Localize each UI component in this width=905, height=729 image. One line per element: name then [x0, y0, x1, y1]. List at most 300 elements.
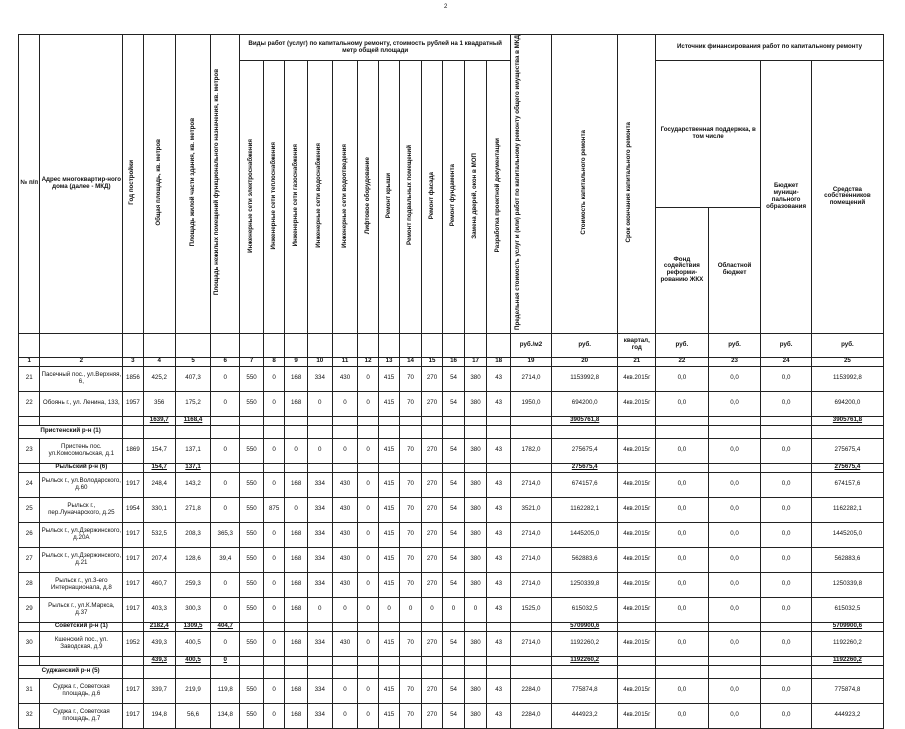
table-cell: 1162282,1 — [551, 497, 618, 522]
table-cell: 407,3 — [175, 366, 210, 391]
column-number: 11 — [332, 357, 358, 366]
table-cell: 1917 — [123, 678, 143, 703]
table-cell: 415 — [378, 547, 399, 572]
table-cell: 403,3 — [143, 597, 175, 622]
table-cell: 415 — [378, 678, 399, 703]
table-cell: 430 — [332, 497, 358, 522]
table-cell — [285, 416, 308, 425]
table-cell: 168 — [285, 366, 308, 391]
table-row — [19, 547, 884, 572]
table-cell — [143, 665, 175, 678]
column-number: 24 — [761, 357, 811, 366]
table-cell: 1917 — [123, 572, 143, 597]
table-cell — [307, 665, 332, 678]
address-cell: Обоянь г., ул. Ленина, 133, — [40, 391, 123, 416]
table-cell: 4кв.2015г — [618, 597, 656, 622]
table-cell: 27 — [19, 547, 40, 572]
table-cell — [487, 665, 511, 678]
table-cell — [511, 656, 552, 665]
table-cell — [19, 463, 40, 472]
table-row — [19, 703, 884, 728]
table-cell — [487, 425, 511, 438]
table-cell — [811, 665, 883, 678]
subtotal-nonliving-area: 404,7 — [211, 622, 240, 631]
address-cell: Пристень пос. ул.Комсомольская, д.1 — [40, 438, 123, 463]
table-cell: 444923,2 — [811, 703, 883, 728]
table-cell — [656, 425, 709, 438]
table-cell: 70 — [400, 366, 421, 391]
table-cell: 248,4 — [143, 472, 175, 497]
table-cell — [618, 416, 656, 425]
table-cell: 168 — [285, 391, 308, 416]
table-cell: 70 — [400, 438, 421, 463]
column-number: 15 — [421, 357, 442, 366]
column-number: 6 — [211, 357, 240, 366]
table-cell: 615032,5 — [811, 597, 883, 622]
table-cell: 54 — [443, 497, 464, 522]
table-cell: 0 — [263, 366, 284, 391]
address-cell: Рыльск г., ул.3-его Интернационала, д.8 — [40, 572, 123, 597]
table-cell: 0,0 — [708, 678, 761, 703]
table-cell: 70 — [400, 391, 421, 416]
table-cell: 270 — [421, 391, 442, 416]
table-cell — [123, 463, 143, 472]
table-cell — [464, 656, 487, 665]
table-cell: 356 — [143, 391, 175, 416]
table-cell — [761, 463, 811, 472]
table-cell: 0,0 — [708, 497, 761, 522]
table-cell — [40, 656, 123, 665]
table-cell: 31 — [19, 678, 40, 703]
table-cell — [332, 425, 358, 438]
table-cell: 1869 — [123, 438, 143, 463]
table-cell — [19, 656, 40, 665]
table-cell: 365,3 — [211, 522, 240, 547]
table-cell: 70 — [400, 631, 421, 656]
table-cell: 0,0 — [656, 597, 709, 622]
table-cell — [285, 656, 308, 665]
table-cell: 70 — [400, 497, 421, 522]
table-cell — [443, 656, 464, 665]
table-cell: 175,2 — [175, 391, 210, 416]
table-cell: 0 — [211, 497, 240, 522]
table-cell: 21 — [19, 366, 40, 391]
header-work-2: Инженерные сети теплоснабжения — [269, 141, 277, 250]
table-cell: 168 — [285, 572, 308, 597]
table-cell: 2284,0 — [511, 703, 552, 728]
subtotal-living-area: 1309,5 — [175, 622, 210, 631]
table-cell — [285, 463, 308, 472]
table-cell: 25 — [19, 497, 40, 522]
table-cell — [761, 656, 811, 665]
subtotal-nonliving-area: 0 — [211, 656, 240, 665]
table-row — [19, 366, 884, 391]
table-cell: 460,7 — [143, 572, 175, 597]
table-cell — [618, 463, 656, 472]
table-cell: 0,0 — [761, 366, 811, 391]
table-cell: 0,0 — [708, 703, 761, 728]
column-number: 13 — [378, 357, 399, 366]
table-cell: 0,0 — [761, 631, 811, 656]
table-cell: 334 — [307, 472, 332, 497]
table-cell: 4кв.2015г — [618, 703, 656, 728]
table-cell: 1445205,0 — [551, 522, 618, 547]
table-cell — [443, 665, 464, 678]
table-cell: 70 — [400, 678, 421, 703]
subtotal-living-area: 1168,4 — [175, 416, 210, 425]
table-cell: 143,2 — [175, 472, 210, 497]
table-cell — [263, 622, 284, 631]
table-cell: 0 — [285, 438, 308, 463]
subtotal-owners: 3905761,8 — [811, 416, 883, 425]
subtotal-row — [19, 622, 884, 631]
table-cell: 339,7 — [143, 678, 175, 703]
table-cell: 0 — [307, 438, 332, 463]
header-num: № п/п — [19, 35, 40, 334]
column-number: 7 — [240, 357, 264, 366]
table-cell: 0 — [358, 391, 378, 416]
table-cell: 54 — [443, 572, 464, 597]
address-cell: Пасечный пос., ул.Верхняя, 6, — [40, 366, 123, 391]
table-cell — [378, 665, 399, 678]
table-cell: 168 — [285, 472, 308, 497]
table-cell: 270 — [421, 472, 442, 497]
table-cell: 694200,0 — [551, 391, 618, 416]
table-cell — [378, 656, 399, 665]
column-number: 20 — [551, 357, 618, 366]
table-cell: 334 — [307, 631, 332, 656]
subtotal-owners: 1192260,2 — [811, 656, 883, 665]
table-cell: 168 — [285, 678, 308, 703]
table-cell: 4кв.2015г — [618, 438, 656, 463]
table-cell — [358, 656, 378, 665]
table-cell: 415 — [378, 522, 399, 547]
table-cell: 0,0 — [656, 391, 709, 416]
table-cell: 0,0 — [761, 391, 811, 416]
table-cell — [443, 463, 464, 472]
table-cell: 1856 — [123, 366, 143, 391]
table-cell: 444923,2 — [551, 703, 618, 728]
table-cell: 0 — [332, 597, 358, 622]
table-cell: 430 — [332, 472, 358, 497]
table-cell: 775874,8 — [811, 678, 883, 703]
table-cell — [358, 665, 378, 678]
table-cell: 4кв.2015г — [618, 497, 656, 522]
header-funding-group: Источник финансирования работ по капитальному ремонту — [656, 35, 884, 61]
table-cell — [240, 463, 264, 472]
table-cell: 380 — [464, 366, 487, 391]
table-cell — [421, 622, 442, 631]
table-row — [19, 572, 884, 597]
table-cell: 425,2 — [143, 366, 175, 391]
table-cell — [378, 622, 399, 631]
table-cell — [240, 622, 264, 631]
table-cell: 400,5 — [175, 631, 210, 656]
table-cell — [551, 425, 618, 438]
table-cell — [123, 425, 143, 438]
table-cell: 0,0 — [656, 438, 709, 463]
table-cell: 4кв.2015г — [618, 631, 656, 656]
table-cell: 334 — [307, 366, 332, 391]
table-cell: 0 — [358, 572, 378, 597]
subtotal-row — [19, 463, 884, 472]
table-cell: 0 — [358, 597, 378, 622]
table-cell: 415 — [378, 391, 399, 416]
table-cell — [400, 665, 421, 678]
table-cell: 1917 — [123, 522, 143, 547]
header-work-12: Разработка проектной документации — [494, 138, 502, 253]
table-cell: 415 — [378, 703, 399, 728]
table-cell — [285, 425, 308, 438]
header-living-area: Площадь жилой части здания, кв. метров — [188, 118, 196, 247]
table-cell: 0,0 — [761, 703, 811, 728]
table-cell: 270 — [421, 366, 442, 391]
table-cell: 4кв.2015г — [618, 472, 656, 497]
table-cell: 380 — [464, 678, 487, 703]
table-cell: 2714,0 — [511, 522, 552, 547]
table-cell — [19, 416, 40, 425]
table-cell — [332, 622, 358, 631]
table-cell: 674157,6 — [811, 472, 883, 497]
table-cell: 0,0 — [761, 572, 811, 597]
table-cell: 0 — [358, 522, 378, 547]
subtotal-total-area: 1639,7 — [143, 416, 175, 425]
table-cell: 0 — [332, 438, 358, 463]
table-cell: 0,0 — [656, 678, 709, 703]
table-cell: 1250339,8 — [811, 572, 883, 597]
table-cell: 2714,0 — [511, 366, 552, 391]
table-cell: 1445205,0 — [811, 522, 883, 547]
table-cell: 550 — [240, 572, 264, 597]
table-cell: 0,0 — [761, 522, 811, 547]
table-cell: 0 — [263, 678, 284, 703]
table-cell — [421, 463, 442, 472]
table-row — [19, 631, 884, 656]
table-cell — [761, 425, 811, 438]
table-cell: 0 — [211, 631, 240, 656]
table-cell: 550 — [240, 497, 264, 522]
table-cell — [464, 665, 487, 678]
table-cell: 2714,0 — [511, 547, 552, 572]
table-cell: 430 — [332, 366, 358, 391]
header-address: Адрес многоквартир-ного дома (далее - МКД) — [40, 35, 123, 334]
table-cell: 0 — [443, 597, 464, 622]
header-work-9: Ремонт фасада — [427, 171, 435, 220]
table-cell — [443, 622, 464, 631]
table-cell: 430 — [332, 547, 358, 572]
table-cell — [551, 665, 618, 678]
header-work-7: Ремонт крыши — [384, 172, 392, 219]
header-nonliving-area: Площадь нежилых помещений функционального назначения, кв. метров — [213, 69, 221, 296]
table-cell: 270 — [421, 522, 442, 547]
table-cell — [358, 622, 378, 631]
unit-regional: руб. — [708, 333, 761, 357]
table-cell — [761, 665, 811, 678]
table-cell — [618, 622, 656, 631]
table-cell: 334 — [307, 678, 332, 703]
table-cell — [332, 416, 358, 425]
header-deadline: Срок окончания капитального ремонта — [624, 122, 632, 243]
table-cell: 775874,8 — [551, 678, 618, 703]
table-cell: 43 — [487, 547, 511, 572]
table-cell: 1917 — [123, 597, 143, 622]
table-cell: 0,0 — [708, 547, 761, 572]
table-cell: 0 — [211, 391, 240, 416]
table-cell: 380 — [464, 522, 487, 547]
table-cell: 0,0 — [761, 438, 811, 463]
table-cell: 334 — [307, 497, 332, 522]
table-cell: 275675,4 — [551, 438, 618, 463]
table-cell: 54 — [443, 366, 464, 391]
table-cell: 1525,0 — [511, 597, 552, 622]
column-number: 16 — [443, 357, 464, 366]
header-work-8: Ремонт подвальных помещений — [406, 145, 414, 246]
table-cell — [378, 416, 399, 425]
table-cell: 43 — [487, 597, 511, 622]
table-cell: 43 — [487, 572, 511, 597]
table-cell: 0,0 — [761, 597, 811, 622]
table-row — [19, 597, 884, 622]
table-cell: 194,8 — [143, 703, 175, 728]
table-cell: 0,0 — [708, 631, 761, 656]
subtotal-living-area: 400,5 — [175, 656, 210, 665]
header-state-support: Государственная поддержка, в том числе — [656, 61, 761, 208]
table-cell: 208,3 — [175, 522, 210, 547]
table-cell: 0,0 — [761, 547, 811, 572]
table-cell: 430 — [332, 522, 358, 547]
table-cell: 380 — [464, 472, 487, 497]
table-cell: 439,3 — [143, 631, 175, 656]
table-cell: 168 — [285, 597, 308, 622]
unit-cost: руб. — [551, 333, 618, 357]
column-number: 2 — [40, 357, 123, 366]
table-cell — [761, 622, 811, 631]
column-number: 25 — [811, 357, 883, 366]
table-cell — [421, 656, 442, 665]
table-cell: 0 — [400, 597, 421, 622]
table-cell: 1952 — [123, 631, 143, 656]
table-cell — [487, 463, 511, 472]
table-cell: 259,3 — [175, 572, 210, 597]
subtotal-nonliving-area — [211, 463, 240, 472]
table-cell — [143, 425, 175, 438]
table-cell: 334 — [307, 522, 332, 547]
table-cell — [307, 425, 332, 438]
table-cell: 0 — [358, 497, 378, 522]
table-cell: 532,5 — [143, 522, 175, 547]
table-cell: 0 — [307, 391, 332, 416]
table-cell: 43 — [487, 703, 511, 728]
address-cell: Рыльск г., ул.К.Маркса, д.37 — [40, 597, 123, 622]
table-cell — [211, 425, 240, 438]
table-cell — [618, 656, 656, 665]
table-cell: 0 — [211, 572, 240, 597]
table-cell: 0,0 — [761, 678, 811, 703]
table-cell: 430 — [332, 631, 358, 656]
table-cell — [40, 416, 123, 425]
table-cell: 1153992,8 — [811, 366, 883, 391]
table-cell: 4кв.2015г — [618, 522, 656, 547]
table-cell — [240, 425, 264, 438]
table-cell: 23 — [19, 438, 40, 463]
table-cell: 0 — [358, 631, 378, 656]
table-cell — [487, 656, 511, 665]
table-cell: 4кв.2015г — [618, 678, 656, 703]
table-cell — [240, 416, 264, 425]
table-cell: 4кв.2015г — [618, 547, 656, 572]
table-cell: 0 — [332, 391, 358, 416]
column-number: 17 — [464, 357, 487, 366]
table-cell — [175, 425, 210, 438]
table-cell: 0 — [378, 597, 399, 622]
table-cell — [511, 463, 552, 472]
table-cell: 137,1 — [175, 438, 210, 463]
table-cell — [656, 416, 709, 425]
table-cell — [464, 425, 487, 438]
table-cell: 119,8 — [211, 678, 240, 703]
table-cell: 694200,0 — [811, 391, 883, 416]
table-cell: 28 — [19, 572, 40, 597]
table-cell: 270 — [421, 438, 442, 463]
table-cell: 334 — [307, 547, 332, 572]
table-cell: 0,0 — [656, 572, 709, 597]
table-cell: 615032,5 — [551, 597, 618, 622]
column-number: 3 — [123, 357, 143, 366]
table-cell — [400, 622, 421, 631]
table-row — [19, 678, 884, 703]
table-cell: 0,0 — [656, 522, 709, 547]
table-cell: 54 — [443, 472, 464, 497]
table-cell: 380 — [464, 703, 487, 728]
table-cell: 0 — [358, 547, 378, 572]
address-cell: Рыльск г., пер.Луначарского, д.25 — [40, 497, 123, 522]
table-cell: 1153992,8 — [551, 366, 618, 391]
table-cell: 1917 — [123, 547, 143, 572]
table-cell: 39,4 — [211, 547, 240, 572]
table-cell: 380 — [464, 497, 487, 522]
table-cell: 0,0 — [656, 703, 709, 728]
table-cell — [400, 463, 421, 472]
table-cell: 43 — [487, 438, 511, 463]
table-cell: 4кв.2015г — [618, 572, 656, 597]
capital-repair-table — [18, 34, 884, 729]
table-cell: 275675,4 — [811, 438, 883, 463]
table-cell — [618, 425, 656, 438]
table-cell: 43 — [487, 366, 511, 391]
table-cell — [175, 665, 210, 678]
table-cell: 43 — [487, 522, 511, 547]
table-cell — [123, 656, 143, 665]
table-cell: 4кв.2015г — [618, 391, 656, 416]
table-cell: 219,9 — [175, 678, 210, 703]
table-cell: 0 — [464, 597, 487, 622]
table-cell — [19, 622, 40, 631]
column-number: 23 — [708, 357, 761, 366]
table-cell: 0,0 — [656, 497, 709, 522]
table-cell: 550 — [240, 678, 264, 703]
table-cell: 168 — [285, 522, 308, 547]
table-cell — [708, 656, 761, 665]
table-cell — [240, 656, 264, 665]
table-cell — [123, 622, 143, 631]
table-cell: 0 — [358, 703, 378, 728]
table-cell: 334 — [307, 572, 332, 597]
table-cell: 0 — [211, 472, 240, 497]
table-cell — [332, 463, 358, 472]
table-cell — [211, 665, 240, 678]
table-cell: 1192260,2 — [551, 631, 618, 656]
table-cell: 0 — [211, 438, 240, 463]
